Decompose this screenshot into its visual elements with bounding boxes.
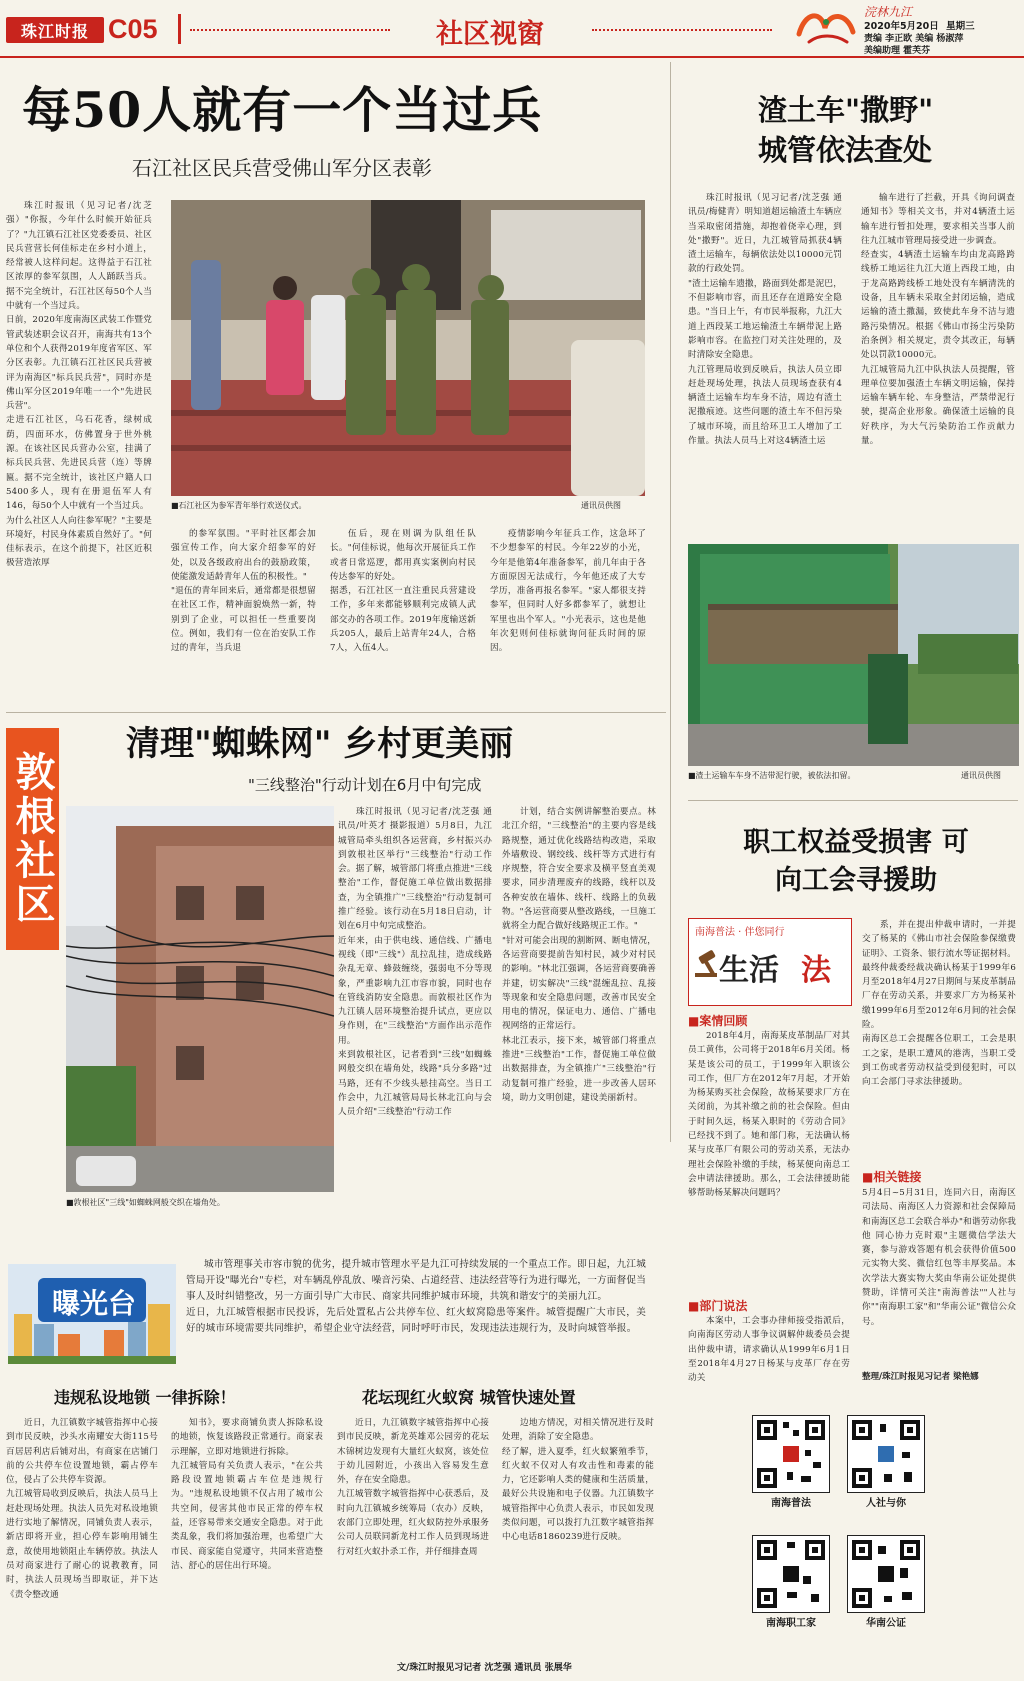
- section-divider: [6, 712, 666, 713]
- law-banner: [688, 918, 852, 1006]
- article1-photo-graphic: [171, 200, 645, 496]
- issue-date: 2020年5月20日: [864, 21, 939, 32]
- qr-code-icon: [848, 1536, 924, 1612]
- qr-label-2: 人社与你: [866, 1498, 906, 1509]
- issue-date-line: [864, 18, 975, 32]
- qr-label-1: 南海普法: [771, 1498, 811, 1509]
- article3-col2: 计划，结合实例讲解整治要点。林北江介绍，"三线整治"的主要内容是线路规整，通过优化线路结构改造，采取外墙敷设、钢绞线、线杆等方式进行有序规整，符合安全要求及横平竖直美观要求，同步清理废弃的线路，线杆以及各种安放在墙体、线杆、线路上的负载物。"各运营商要从整改路线，一旦施工就将全力配合做好线路规正工作。" "针对可能会出现的割断网、断电情况，各运营商要提前告知村民，减少对村民的影响。"林北江强调，各运营商要确善并建，切实解决"三线"混缠乱拉、乱接等现象和安全隐患问题，改善市民安全用电的情况，保证电力、通信、广播电视网络的正常运行。 林北江表示，接下来，城管部门将重点推进"三线整治"工作，督促施工单位做出数据排查，为全镇推广"三线整治"行动复制可推广经验，进一步改善人居环境，助力文明创建，建设美丽新村。: [502, 807, 656, 1103]
- edition-logo: [795, 6, 859, 50]
- case-heading: ■案情回顾: [688, 1014, 748, 1028]
- masthead-dot-line-right: [592, 29, 772, 31]
- qr-nanhai-law[interactable]: [752, 1415, 830, 1493]
- article4-top-rule: [688, 800, 1018, 801]
- qr-workers-home[interactable]: [752, 1535, 830, 1613]
- exposure-byline: 文/珠江时报见习记者 沈芝强 通讯员 张展华: [397, 1663, 572, 1673]
- qr-label-4: 华南公证: [866, 1618, 906, 1629]
- article2-title: 渣土车"撒野" 城管依法查处: [758, 93, 934, 167]
- law-banner-top: 南海普法 · 伴您同行: [695, 927, 785, 938]
- article2-col2: 输车进行了拦截，开具《询问调查通知书》等相关文书，并对4辆渣土运输车进行暂扣处理，要求相关当事人前往九江城市管理局接受进一步调查。 经查实，4辆渣土运输车均由龙高路跨线桥工地运往九江大道上西段工地，由于龙高路跨线桥工地处没有车辆清洗的设备，且车辆未采取全封闭运输，造成运输的渣土撒漏，致使此车身不洁与遗路污染情况。根据《佛山市扬尘污染防治条例》相关规定，责令其改正，每辆处以罚款10000元。 九江城管局九江中队执法人员提醒，管理单位要加强渣土车辆文明运输，保持运输车辆车轮、车身整洁，严禁带泥行驶，提高企业形象。确保渣土运输的良好秩序，为大气污染防治工作贡献力量。: [861, 193, 1015, 447]
- edition-name: 浣林九江: [864, 5, 913, 19]
- brand-name: 珠江时报: [20, 21, 89, 41]
- qr-code-icon: [753, 1416, 829, 1492]
- article1-photo: [171, 200, 645, 496]
- community-tag: [6, 728, 59, 950]
- article4-col2: 系，并在提出仲裁申请时，一并提交了杨某的《佛山市社会保险参保缴费证明》、工资条、银行流水等证据材料。最终仲裁委经裁决确认杨某于1999年6月至2018年4月27日期间与某皮革制品厂存在劳动关系，并要求厂方为杨某补缴1999年6月至2012年6月间的社会保险。 南海区总工会提醒各位职工，工会是职工之家，是职工遭风的港湾，当职工受到工伤或者劳动权益受到侵犯时，可以向工会部门寻求法律援助。: [862, 920, 1016, 1088]
- issue-weekday: 星期三: [946, 21, 975, 32]
- case-text: 2018年4月，南海某皮革制品厂对其员工黄伟，公司将于2018年6月关闭。杨某是该公司的员工，于1999年入职该公司工作，但厂方在2012年7月起，才开始为杨某购买社会保险，故杨某要求厂方在关闭前，为其补缴之前的社会保险。但由于时间久远，杨某入职时的《劳动合同》已经找不到了。她和部门称，无法确认杨某与皮革厂有限公司的劳动关系，无法办理社会保险补缴的手续，杨某便向南总工会申请法律援助。那么，工会法律援助能够帮助杨某解决问题吗？: [688, 1031, 850, 1199]
- article1-title: 每50人就有一个当过兵: [22, 81, 543, 139]
- article3-photo-graphic: [66, 806, 334, 1192]
- qr-hr[interactable]: [847, 1415, 925, 1493]
- article2-photo-caption: ■渣土运输车车身不洁带泥行驶，被依法扣留。: [688, 771, 856, 780]
- article4-title: 职工权益受损害 可向工会寻援助: [743, 827, 969, 896]
- staff-line-1: 责编 李正欧 美编 杨淑萍: [864, 34, 964, 44]
- law-banner-main-b: 法: [801, 953, 831, 988]
- article1-col2: 的参军氛围。"平时社区都会加强宣传工作，向大家介绍参军的好处，以及各级政府出台的鼓励政策，使能激发适龄青年人伍的积极性。" "退伍的青年回来后，通常都是很想留在社区工作，精神面貌焕然一新，特别到了企业，可以担任一些重要岗位。例如，我们有一位在治安队工作过的青年，当兵退: [171, 529, 316, 654]
- edition-logo-graphic: [795, 6, 859, 50]
- qr-code-icon: [753, 1536, 829, 1612]
- staff-line-2: 美编助理 霍芙芬: [864, 46, 931, 56]
- link-heading: ■相关链接: [862, 1170, 922, 1184]
- article4-author: 整理/珠江时报见习记者 梁艳娜: [862, 1372, 979, 1382]
- masthead: [0, 0, 1024, 56]
- article1-subtitle: 石江社区民兵营受佛山军分区表彰: [132, 156, 432, 180]
- article3-col1: 珠江时报讯（见习记者/沈芝强 通讯员/叶英才 摄影报道）5月8日，九江城管局牵头组织各运营商，乡村振兴办到敦根社区举行"三线整治"行动工作会。据了解，城管部门将重点推进"三线整治"工作，督促施工单位做出数据排查，为全镇推广"三线整治"行动复制可推广经验。该行动在5月18日启动，计划在6月中旬完成整治。 近年来，由于供电线、通信线、广播电视线（即"三线"）乱拉乱挂，造成线路杂乱无章、蜂鼓缠绕，强弱电不分等现象，严重影响九江市容市貌，同时也存在管线消防安全隐患。而敦根社区作为九江镇人居环境整治提升试点，更应以身作则，在"三线整治"方面作出示范作用。 来到敦根社区，记者看到"三线"如蜘蛛网般交织在墙角处，线路"兵分多路"过马路，还有不少线头悬挂高空。当日工作会中，九江城管局局长林北江向与会人员介绍"三线整治"行动工作: [338, 807, 492, 1118]
- exposure-logo-text: 曝光台: [51, 1287, 136, 1320]
- dept-heading: ■部门说法: [688, 1299, 748, 1313]
- article1-col3: 伍后，现在则调为队组任队长。"何佳标说，他每次开展征兵工作或者日常巡逻，都用真实案例向村民传达参军的好处。 据悉，石江社区一直注重民兵营建设工作，多年来都能够顺利完成镇人武部交办的各项工作。2019年度输送新兵205人，最后上站青年24人，合格7人，入伍4人。: [330, 529, 476, 654]
- qr-label-3: 南海职工家: [766, 1618, 816, 1629]
- exposure-item1-col1: 近日，九江镇数字城管指挥中心接到市民反映，沙头水南耀安大街115号百居居利店后铺对出，有商家在店铺门前的公共停车位设置地锁，霸占停车位，侵占了公共停车资源。 九江城管局收到反映后，执法人员马上赶赴现场处理。执法人员先对私设地锁进行实地了解情况，同铺负责人表示，新店即将开业，担心停车影响用铺生意，故使用地锁阻止车辆停放。执法人员对商家进行了耐心的说教教育，同时，执法人员现场当即取证，并下达《责令整改通: [6, 1418, 158, 1600]
- link-text: 5月4日~5月31日，连同六日，南海区司法局、南海区人力资源和社会保障局和南海区总工会联合举办"和谐劳动你我他 同心协力克时艰"主题微信学法大赛，参与游戏答题有机会获得价值500元实物大奖、微信红包等丰厚奖品。本次学法大赛实物大奖由华南公证处提供赞助，详情可关注"南海普法""人社与你""南海职工家"和"华南公证"微信公众号。: [862, 1188, 1016, 1327]
- article1-photo-credit: 通讯员供图: [581, 501, 621, 510]
- article2-photo: [688, 544, 1019, 766]
- brand-logo: [6, 17, 104, 43]
- exposure-item2-col2: 边地方情况，对相关情况进行及时处理，消除了安全隐患。 经了解，进入夏季，红火蚁繁殖季节，红火蚁不仅对人有攻击性和毒素的能力，它还影响人类的健康和生活质量，最好公共设施和电子仪器。九江镇数字城管指挥中心负责人表示，市民如发现类似问题，可以拨打九江数字城管指挥中心电话81860239进行反映。: [502, 1418, 654, 1543]
- article3-photo-caption: ■敦根社区"三线"如蜘蛛网般交织在墙角处。: [66, 1198, 225, 1207]
- exposure-item1-col2: 知书》，要求商铺负责人拆除私设的地锁，恢复该路段正常通行。商家表示理解，立即对地锁进行拆除。 九江城管局有关负责人表示，"在公共路段设置地锁霸占车位是违规行为。"违规私设地锁不仅占用了城市公共空间，侵害其他市民正常的停车权益，还容易带来交通安全隐患。对于此类乱象，我们将加强治理，也希望广大市民、商家能自觉遵守，共同来营造整洁、舒心的居住出行环境。: [171, 1418, 323, 1571]
- exposure-item2-title: 花坛现红火蚁窝 城管快速处置: [362, 1388, 576, 1407]
- article1-photo-caption: ■石江社区为参军青年举行欢送仪式。: [171, 501, 307, 510]
- exposure-logo: [8, 1264, 176, 1364]
- article3-title: 清理"蜘蛛网" 乡村更美丽: [126, 724, 514, 764]
- article2-photo-credit: 通讯员供图: [961, 771, 1001, 780]
- section-title: 社区视窗: [436, 19, 544, 50]
- qr-notary[interactable]: [847, 1535, 925, 1613]
- exposure-intro: 城市管理事关市容市貌的优劣，提升城市管理水平是九江可持续发展的一个重点工作。即日起，九江城管局开设"曝光台"专栏，对车辆乱停乱放、噪音污染、占道经营、违法经营等行为进行曝光，一方面督促当事人及时纠错整改，另一方面引导广大市民、商家共同维护城市环境，共筑和谐安宁的美丽九江。 近日，九江城管根据市民投诉，先后处置私占公共停车位、红火蚁窝隐患等案件。城管提醒广大市民，美好的城市环境需要共同维护，希望企业守法经营，同时呼吁市民，发现违法违规行为，及时向城管举报。: [186, 1259, 646, 1334]
- law-banner-main-a: 生活: [719, 953, 779, 988]
- exposure-item1-title: 违规私设地锁 一律拆除！: [54, 1388, 236, 1407]
- article2-col1: 珠江时报讯（见习记者/沈芝强 通讯员/梅健青）明知道超运输渣土车辆应当采取密闭措施，却抱着侥幸心理，到处"撒野"。近日，九江城管局抓获4辆渣土运输车，每辆依法处以10000元罚款的行政处罚。 "渣土运输车遗撒，路面到处都是泥巴，不但影响市容，而且还存在道路安全隐患。"当日上午，有市民举报称，九江大道上西段某工地运输渣土车辆带泥上路影响市容。在监控门对关注处理的，及时清除安全隐患。 九江管理局收到反映后，执法人员立即赶赴现场处理，执法人员现场查获有4辆渣土运输车均车身不洁，周边有渣土泥撒痕迹。这些问题的渣土车不但污染了城市环境，而且给环卫工人增加了工作量。执法人员马上对这4辆渣土运: [688, 193, 842, 447]
- article3-photo: [66, 806, 334, 1192]
- community-tag-text: 敦根社区: [9, 751, 56, 927]
- article3-subtitle: "三线整治"行动计划在6月中旬完成: [248, 776, 482, 794]
- dept-text: 本案中，工会事办律师接受指派后，向南海区劳动人事争议调解仲裁委员会提出仲裁申请，请求确认从1999年6月1日至2018年4月27日杨某与皮革厂存在劳动关: [688, 1316, 850, 1384]
- masthead-dot-line-left: [190, 29, 390, 31]
- column-divider: [670, 62, 671, 1142]
- page-number: C05: [108, 14, 158, 44]
- article1-col1: 珠江时报讯（见习记者/沈芝强）"你报，今年什么时候开始征兵了？"九江镇石江社区党委委员、社区民兵营营长何佳标走在乡村小道上，经常被人这样问起。这得益于石江社区浓厚的参军氛围，人人踊跃当兵。据不完全统计，石江社区每50个人当中就有一个当过兵。 日前，2020年度南海区武装工作暨党管武装述职会议召开，南海共有13个单位和个人获得2019年度省军区、军分区表彰。九江镇石江社区民兵营被评为南海区"标兵民兵营"，同时亦是佛山军分区2019年唯一一个"先进民兵营"。 走进石江社区，乌石花香，绿树成荫，四面环水，仿佛置身于世外桃源。在该社区民兵营办公室，挂满了标兵民兵营、先进民兵营（连）等牌匾。据不完全统计，该社区户籍人口5400多人，现有在册退伍军人有146，每50个人中就有一个当过兵。 为什么社区人人向往参军呢？"主要是环境好，村民身体素质自然好了。"何佳标表示，在这个前提下，社区近积极营造浓厚: [6, 201, 152, 569]
- exposure-item2-col1: 近日，九江镇数字城管指挥中心接到市民反映，新龙英雄邓公园旁的花坛木锦树边发现有大量红火蚁窝，该处位于幼儿园附近，小孩出入容易发生意外，存在安全隐患。 九江城管数字城管指挥中心获悉后，及时向九江镇城乡统筹局（农办）反映，农部门立即处理，红火蚁防控外承服务公司人员联同新龙村工作人员到现场进行对红火蚁扑杀工作，并仔细排查周: [337, 1418, 489, 1557]
- qr-block: [752, 1415, 1022, 1675]
- article2-photo-graphic: [688, 544, 1019, 766]
- masthead-rule-left: [178, 14, 181, 44]
- masthead-underline: [0, 56, 1024, 58]
- qr-code-icon: [848, 1416, 924, 1492]
- article1-col4: 疫情影响今年征兵工作，这急坏了不少想参军的村民。今年22岁的小光，今年是他第4年准备参军，前几年由于各方面原因无法成行，今年他还成了大专学历，准备再报名参军。"家人都很支持参军，但同时人好多都参军了，就想让军里也出个军人。"小光表示，这也是他年次犯则何佳标就询问征兵时间的原因。: [490, 529, 646, 654]
